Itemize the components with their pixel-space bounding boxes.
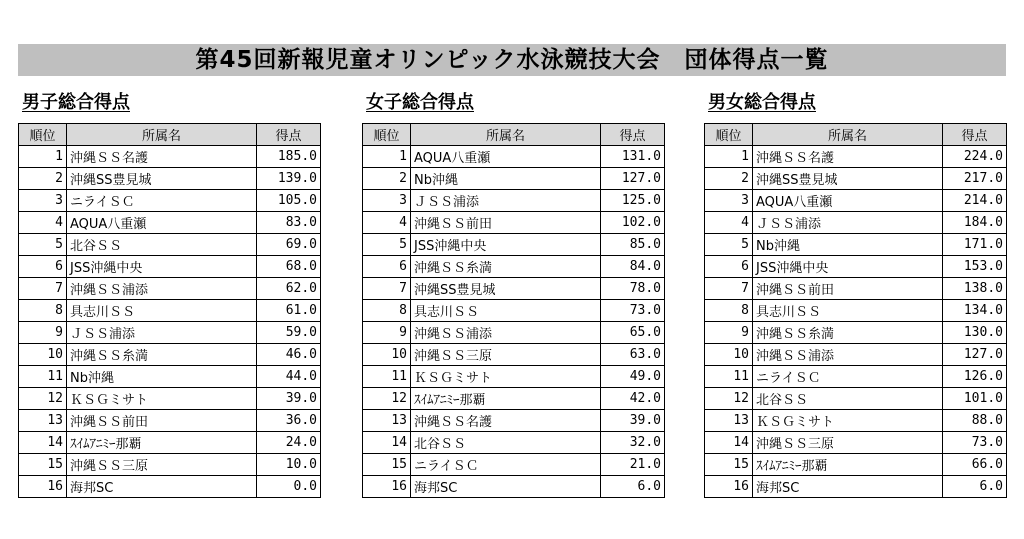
table-row bbox=[705, 476, 1007, 498]
team-name-cell: Nb沖縄 bbox=[411, 168, 601, 190]
rank-cell: 11 bbox=[363, 366, 411, 388]
score-cell: 73.0 bbox=[601, 300, 665, 322]
rank-cell: 9 bbox=[705, 322, 753, 344]
rank-cell: 14 bbox=[705, 432, 753, 454]
column-header-name: 所属名 bbox=[411, 124, 601, 146]
score-cell: 102.0 bbox=[601, 212, 665, 234]
table-row bbox=[19, 388, 321, 410]
rank-cell: 4 bbox=[19, 212, 67, 234]
score-cell: 49.0 bbox=[601, 366, 665, 388]
score-cell: 65.0 bbox=[601, 322, 665, 344]
table-row bbox=[363, 432, 665, 454]
team-name-cell: 沖縄ＳＳ三原 bbox=[67, 454, 257, 476]
column-header-score: 得点 bbox=[601, 124, 665, 146]
team-name-cell: 沖縄ＳＳ浦添 bbox=[67, 278, 257, 300]
table-row bbox=[705, 366, 1007, 388]
rank-cell: 7 bbox=[19, 278, 67, 300]
table-row bbox=[705, 212, 1007, 234]
table-row bbox=[19, 454, 321, 476]
table-row bbox=[19, 344, 321, 366]
table-row bbox=[705, 190, 1007, 212]
rank-cell: 16 bbox=[19, 476, 67, 498]
table-header-row bbox=[19, 124, 321, 146]
team-name-cell: 沖縄ＳＳ糸満 bbox=[67, 344, 257, 366]
table-row bbox=[363, 168, 665, 190]
score-cell: 46.0 bbox=[257, 344, 321, 366]
rank-cell: 6 bbox=[363, 256, 411, 278]
team-name-cell: ＫＳＧミサト bbox=[411, 366, 601, 388]
team-name-cell: ｽｲﾑｱﾆﾐｰ那覇 bbox=[67, 432, 257, 454]
team-name-cell: JSS沖縄中央 bbox=[753, 256, 943, 278]
table-row bbox=[19, 300, 321, 322]
column-header-score: 得点 bbox=[257, 124, 321, 146]
score-cell: 214.0 bbox=[943, 190, 1007, 212]
score-cell: 39.0 bbox=[601, 410, 665, 432]
table-row bbox=[705, 234, 1007, 256]
rank-cell: 5 bbox=[363, 234, 411, 256]
table-row bbox=[19, 146, 321, 168]
table-row bbox=[705, 300, 1007, 322]
team-name-cell: Nb沖縄 bbox=[67, 366, 257, 388]
score-cell: 10.0 bbox=[257, 454, 321, 476]
table-row bbox=[363, 256, 665, 278]
table-row bbox=[363, 476, 665, 498]
table-row bbox=[363, 366, 665, 388]
rank-cell: 2 bbox=[363, 168, 411, 190]
rank-cell: 13 bbox=[363, 410, 411, 432]
rank-cell: 10 bbox=[363, 344, 411, 366]
rank-cell: 14 bbox=[19, 432, 67, 454]
rank-cell: 11 bbox=[19, 366, 67, 388]
score-cell: 63.0 bbox=[601, 344, 665, 366]
team-name-cell: 北谷ＳＳ bbox=[411, 432, 601, 454]
table-row bbox=[19, 190, 321, 212]
team-name-cell: 北谷ＳＳ bbox=[67, 234, 257, 256]
rank-cell: 16 bbox=[363, 476, 411, 498]
score-cell: 105.0 bbox=[257, 190, 321, 212]
team-name-cell: 海邦SC bbox=[411, 476, 601, 498]
table-row bbox=[705, 146, 1007, 168]
team-name-cell: Nb沖縄 bbox=[753, 234, 943, 256]
section-title-girls: 女子総合得点 bbox=[366, 92, 474, 113]
table-row bbox=[705, 278, 1007, 300]
column-header-rank: 順位 bbox=[363, 124, 411, 146]
score-cell: 84.0 bbox=[601, 256, 665, 278]
score-cell: 184.0 bbox=[943, 212, 1007, 234]
team-name-cell: ＪＳＳ浦添 bbox=[411, 190, 601, 212]
score-table-combined bbox=[704, 123, 1007, 498]
rank-cell: 12 bbox=[19, 388, 67, 410]
table-row bbox=[363, 454, 665, 476]
score-cell: 62.0 bbox=[257, 278, 321, 300]
table-row bbox=[363, 278, 665, 300]
table-row bbox=[19, 256, 321, 278]
table-row bbox=[19, 366, 321, 388]
table-row bbox=[363, 344, 665, 366]
section-title-combined: 男女総合得点 bbox=[708, 92, 816, 113]
score-cell: 32.0 bbox=[601, 432, 665, 454]
table-row bbox=[705, 168, 1007, 190]
team-name-cell: 沖縄ＳＳ糸満 bbox=[753, 322, 943, 344]
score-cell: 153.0 bbox=[943, 256, 1007, 278]
rank-cell: 3 bbox=[363, 190, 411, 212]
rank-cell: 2 bbox=[705, 168, 753, 190]
team-name-cell: 具志川ＳＳ bbox=[753, 300, 943, 322]
column-header-name: 所属名 bbox=[67, 124, 257, 146]
team-name-cell: ＫＳＧミサト bbox=[753, 410, 943, 432]
team-name-cell: 沖縄ＳＳ名護 bbox=[411, 410, 601, 432]
team-name-cell: ニライＳＣ bbox=[411, 454, 601, 476]
score-table-girls bbox=[362, 123, 665, 498]
table-row bbox=[363, 322, 665, 344]
score-cell: 78.0 bbox=[601, 278, 665, 300]
score-cell: 88.0 bbox=[943, 410, 1007, 432]
score-cell: 42.0 bbox=[601, 388, 665, 410]
score-cell: 69.0 bbox=[257, 234, 321, 256]
score-cell: 68.0 bbox=[257, 256, 321, 278]
rank-cell: 8 bbox=[363, 300, 411, 322]
score-cell: 134.0 bbox=[943, 300, 1007, 322]
rank-cell: 4 bbox=[363, 212, 411, 234]
team-name-cell: ｽｲﾑｱﾆﾐｰ那覇 bbox=[411, 388, 601, 410]
rank-cell: 1 bbox=[363, 146, 411, 168]
team-name-cell: 沖縄ＳＳ三原 bbox=[411, 344, 601, 366]
team-name-cell: ＪＳＳ浦添 bbox=[753, 212, 943, 234]
rank-cell: 15 bbox=[19, 454, 67, 476]
table-row bbox=[19, 322, 321, 344]
rank-cell: 6 bbox=[705, 256, 753, 278]
table-row bbox=[705, 454, 1007, 476]
table-row bbox=[363, 410, 665, 432]
rank-cell: 3 bbox=[19, 190, 67, 212]
score-cell: 6.0 bbox=[601, 476, 665, 498]
team-name-cell: ニライＳＣ bbox=[753, 366, 943, 388]
team-name-cell: ニライＳＣ bbox=[67, 190, 257, 212]
score-cell: 131.0 bbox=[601, 146, 665, 168]
score-cell: 138.0 bbox=[943, 278, 1007, 300]
table-row bbox=[19, 476, 321, 498]
team-name-cell: 沖縄ＳＳ三原 bbox=[753, 432, 943, 454]
team-name-cell: JSS沖縄中央 bbox=[411, 234, 601, 256]
score-cell: 126.0 bbox=[943, 366, 1007, 388]
rank-cell: 12 bbox=[705, 388, 753, 410]
team-name-cell: 具志川ＳＳ bbox=[411, 300, 601, 322]
rank-cell: 4 bbox=[705, 212, 753, 234]
table-row bbox=[19, 168, 321, 190]
team-name-cell: 沖縄ＳＳ前田 bbox=[753, 278, 943, 300]
score-cell: 127.0 bbox=[601, 168, 665, 190]
score-cell: 127.0 bbox=[943, 344, 1007, 366]
rank-cell: 10 bbox=[705, 344, 753, 366]
table-row bbox=[19, 432, 321, 454]
team-name-cell: JSS沖縄中央 bbox=[67, 256, 257, 278]
team-name-cell: 沖縄ＳＳ糸満 bbox=[411, 256, 601, 278]
team-name-cell: AQUA八重瀬 bbox=[753, 190, 943, 212]
table-row bbox=[19, 410, 321, 432]
score-cell: 36.0 bbox=[257, 410, 321, 432]
score-cell: 101.0 bbox=[943, 388, 1007, 410]
score-cell: 125.0 bbox=[601, 190, 665, 212]
rank-cell: 15 bbox=[705, 454, 753, 476]
score-cell: 185.0 bbox=[257, 146, 321, 168]
score-cell: 66.0 bbox=[943, 454, 1007, 476]
team-name-cell: 沖縄ＳＳ浦添 bbox=[753, 344, 943, 366]
table-header-row bbox=[363, 124, 665, 146]
team-name-cell: AQUA八重瀬 bbox=[411, 146, 601, 168]
table-row bbox=[363, 212, 665, 234]
score-cell: 6.0 bbox=[943, 476, 1007, 498]
score-cell: 73.0 bbox=[943, 432, 1007, 454]
table-row bbox=[19, 234, 321, 256]
table-row bbox=[705, 388, 1007, 410]
table-row bbox=[705, 256, 1007, 278]
score-cell: 139.0 bbox=[257, 168, 321, 190]
rank-cell: 9 bbox=[19, 322, 67, 344]
table-row bbox=[705, 322, 1007, 344]
team-name-cell: 具志川ＳＳ bbox=[67, 300, 257, 322]
score-cell: 39.0 bbox=[257, 388, 321, 410]
table-row bbox=[363, 234, 665, 256]
rank-cell: 15 bbox=[363, 454, 411, 476]
score-table-boys bbox=[18, 123, 321, 498]
team-name-cell: 海邦SC bbox=[753, 476, 943, 498]
table-row bbox=[363, 190, 665, 212]
team-name-cell: ＪＳＳ浦添 bbox=[67, 322, 257, 344]
score-cell: 85.0 bbox=[601, 234, 665, 256]
score-cell: 171.0 bbox=[943, 234, 1007, 256]
rank-cell: 12 bbox=[363, 388, 411, 410]
table-row bbox=[705, 432, 1007, 454]
rank-cell: 13 bbox=[19, 410, 67, 432]
table-row bbox=[363, 388, 665, 410]
table-header-row bbox=[705, 124, 1007, 146]
rank-cell: 1 bbox=[19, 146, 67, 168]
section-title-boys: 男子総合得点 bbox=[22, 92, 130, 113]
team-name-cell: 北谷ＳＳ bbox=[753, 388, 943, 410]
team-name-cell: 沖縄ＳＳ前田 bbox=[411, 212, 601, 234]
score-cell: 44.0 bbox=[257, 366, 321, 388]
rank-cell: 2 bbox=[19, 168, 67, 190]
table-row bbox=[705, 344, 1007, 366]
team-name-cell: ＫＳＧミサト bbox=[67, 388, 257, 410]
score-cell: 21.0 bbox=[601, 454, 665, 476]
page-title: 第45回新報児童オリンピック水泳競技大会 団体得点一覧 bbox=[18, 44, 1006, 76]
team-name-cell: 沖縄ＳＳ前田 bbox=[67, 410, 257, 432]
table-row bbox=[363, 300, 665, 322]
team-name-cell: 沖縄SS豊見城 bbox=[753, 168, 943, 190]
score-cell: 217.0 bbox=[943, 168, 1007, 190]
rank-cell: 7 bbox=[705, 278, 753, 300]
team-name-cell: 海邦SC bbox=[67, 476, 257, 498]
rank-cell: 6 bbox=[19, 256, 67, 278]
rank-cell: 9 bbox=[363, 322, 411, 344]
rank-cell: 7 bbox=[363, 278, 411, 300]
rank-cell: 5 bbox=[705, 234, 753, 256]
score-cell: 130.0 bbox=[943, 322, 1007, 344]
rank-cell: 3 bbox=[705, 190, 753, 212]
score-cell: 61.0 bbox=[257, 300, 321, 322]
rank-cell: 8 bbox=[705, 300, 753, 322]
column-header-rank: 順位 bbox=[705, 124, 753, 146]
score-cell: 0.0 bbox=[257, 476, 321, 498]
table-row bbox=[19, 278, 321, 300]
team-name-cell: 沖縄SS豊見城 bbox=[67, 168, 257, 190]
team-name-cell: ｽｲﾑｱﾆﾐｰ那覇 bbox=[753, 454, 943, 476]
rank-cell: 1 bbox=[705, 146, 753, 168]
team-name-cell: 沖縄ＳＳ名護 bbox=[753, 146, 943, 168]
rank-cell: 8 bbox=[19, 300, 67, 322]
table-row bbox=[363, 146, 665, 168]
team-name-cell: 沖縄ＳＳ浦添 bbox=[411, 322, 601, 344]
table-row bbox=[19, 212, 321, 234]
column-header-name: 所属名 bbox=[753, 124, 943, 146]
score-cell: 59.0 bbox=[257, 322, 321, 344]
rank-cell: 16 bbox=[705, 476, 753, 498]
score-cell: 83.0 bbox=[257, 212, 321, 234]
table-row bbox=[705, 410, 1007, 432]
team-name-cell: 沖縄SS豊見城 bbox=[411, 278, 601, 300]
score-cell: 224.0 bbox=[943, 146, 1007, 168]
rank-cell: 11 bbox=[705, 366, 753, 388]
column-header-score: 得点 bbox=[943, 124, 1007, 146]
rank-cell: 10 bbox=[19, 344, 67, 366]
team-name-cell: AQUA八重瀬 bbox=[67, 212, 257, 234]
column-header-rank: 順位 bbox=[19, 124, 67, 146]
rank-cell: 5 bbox=[19, 234, 67, 256]
team-name-cell: 沖縄ＳＳ名護 bbox=[67, 146, 257, 168]
rank-cell: 14 bbox=[363, 432, 411, 454]
rank-cell: 13 bbox=[705, 410, 753, 432]
score-cell: 24.0 bbox=[257, 432, 321, 454]
